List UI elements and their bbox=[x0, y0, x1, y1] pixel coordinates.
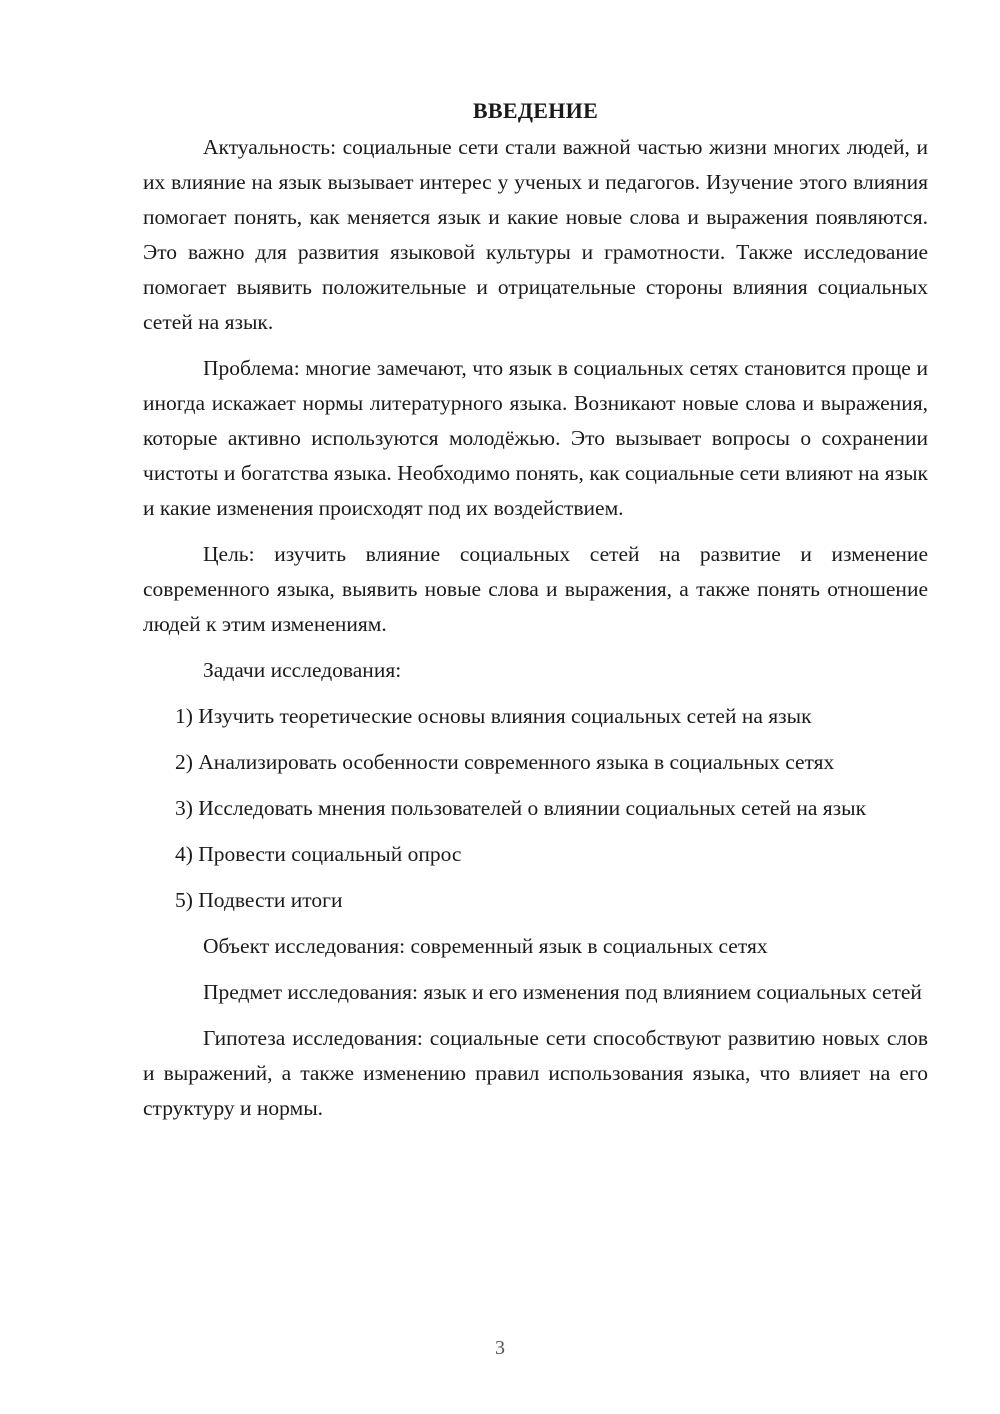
task-item-2: 2) Анализировать особенности современного языка в социальных сетях bbox=[175, 750, 835, 774]
problem-paragraph: Проблема: многие замечают, что язык в социальных сетях становится проще и иногда искажает нормы литературного языка. Возникают новые слова и выражения, которые активно используются молодёжью. Это вызывает вопросы о сохранении чистоты и богатства языка. Необходимо понять, как социальные сети влияют на язык и какие изменения происходят под их воздействием. bbox=[143, 356, 928, 520]
goal-paragraph: Цель: изучить влияние социальных сетей на развитие и изменение современного языка, выявить новые слова и выражения, а также понять отношение людей к этим изменениям. bbox=[143, 542, 928, 636]
task-item-5: 5) Подвести итоги bbox=[175, 888, 343, 912]
task-item-3: 3) Исследовать мнения пользователей о влиянии социальных сетей на язык bbox=[175, 796, 867, 820]
tasks-title: Задачи исследования: bbox=[203, 658, 402, 682]
page-number: 3 bbox=[495, 1337, 505, 1359]
task-item-1: 1) Изучить теоретические основы влияния социальных сетей на язык bbox=[175, 704, 812, 728]
hypothesis-paragraph: Гипотеза исследования: социальные сети способствуют развитию новых слов и выражений, а также изменению правил использования языка, что влияет на его структуру и нормы. bbox=[143, 1026, 928, 1120]
relevance-paragraph: Актуальность: социальные сети стали важной частью жизни многих людей, и их влияние на язык вызывает интерес у ученых и педагогов. Изучение этого влияния помогает понять, как меняется язык и какие новые слова и выражения появляются. Это важно для развития языковой культуры и грамотности. Также исследование помогает выявить положительные и отрицательные стороны влияния социальных сетей на язык. bbox=[143, 135, 928, 334]
tasks-list bbox=[143, 699, 928, 918]
object-paragraph: Объект исследования: современный язык в социальных сетях bbox=[203, 934, 768, 958]
subject-paragraph: Предмет исследования: язык и его изменения под влиянием социальных сетей bbox=[203, 980, 922, 1004]
task-item-4: 4) Провести социальный опрос bbox=[175, 842, 462, 866]
document-page bbox=[143, 96, 928, 1137]
page-title: ВВЕДЕНИЕ bbox=[472, 98, 599, 123]
